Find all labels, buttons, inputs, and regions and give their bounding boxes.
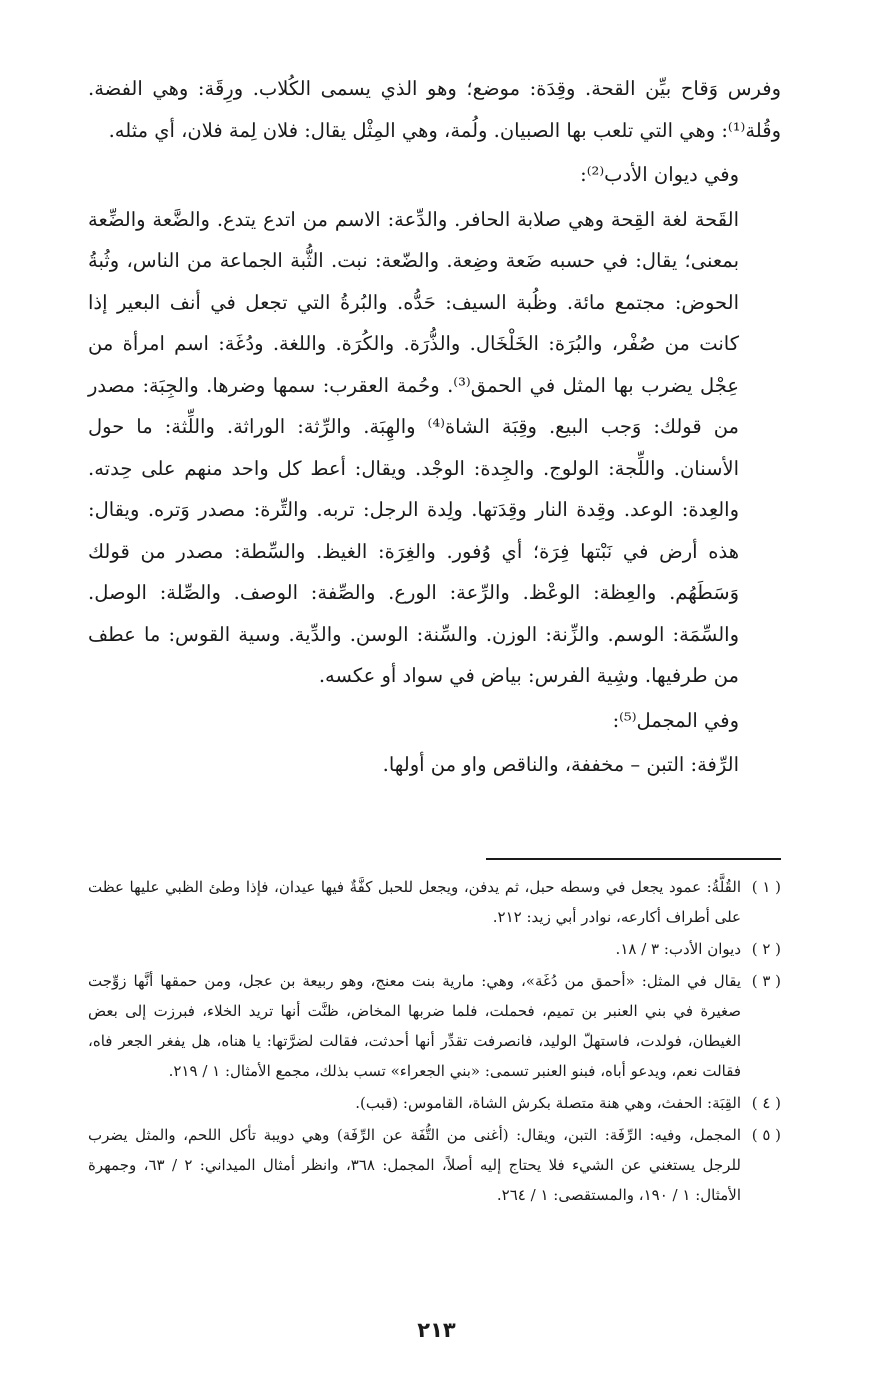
footnote-item: [88, 1088, 781, 1118]
page-number: ٢١٣: [417, 1318, 456, 1342]
footnote-item: [88, 934, 781, 964]
footnote-text: يقال في المثل: «أحمق من دُغَة»، وهي: مارية بنت معنج، وهو ربيعة بن عجل، ومن حمقها أنَّها زوِّجت صغيرة في بني العنبر بن تميم، فحملت، فلما ضربها المخاض، ظنَّت أنها تريد الخلاء، فبرزت إلى بعض الغيطان، فولدت، فاستهلّ الوليد، فانصرفت تقدِّر أنها أحدثت، فقالت لضرَّتها: يا هناه، هل يفغر الجعر فاه، فقالت نعم، ويدعو أباه، فبنو العنبر تسمى: «بني الجعراء» تسب بذلك، مجمع الأمثال: ١ / ٢١٩.: [88, 972, 741, 1080]
footnote-number: ( ٢ ): [751, 940, 781, 958]
main-text: [88, 68, 781, 786]
footnote-number: ( ٥ ): [751, 1126, 781, 1144]
footnote-item: [88, 872, 781, 932]
paragraph-2: القَحة لغة القِحة وهي صلابة الحافر. والدِّعة: الاسم من اتدع يتدع. والضَّعة والضِّعة بمعنى؛ يقال: في حسبه ضَعة وضِعة. والضّعة: نبت. الثُّبة الجماعة من الناس، وثُبةُ الحوض: مجتمع مائة. وظُبة السيف: حَدُّه. والبُرةُ التي تجعل في أنف البعير إذا كانت من صُفْر، والبُرَة: الخَلْخَال. والذُّرَة. والكُرَة. واللغة. ودُغَة: اسم امرأة من عِجْل يضرب بها المثل في الحمق⁽³⁾. وحُمة العقرب: سمها وضرها. والجِبَة: مصدر من قولك: وَجب البيع. وقِبَة الشاة⁽⁴⁾ والهِبَة. والرِّثة: الوراثة. واللِّثة: ما حول الأسنان. واللِّجة: الولوج. والجِدة: الوجْد. ويقال: أعط كل واحد منهم على حِدته. والعِدة: الوعد. وقِدة النار وقِدَتها. ولِدة الرجل: تربه. والتِّرة: مصدر وَتره. ويقال: هذه أرض في نَبْتها فِرَة؛ أي وُفور. والغِرَة: الغيظ. والسِّطة: مصدر من قولك وَسَطَهُم. والعِظة: الوعْظ. والرِّعة: الورع. والصِّفة: الوصف. والصِّلة: الوصل. والسِّمَة: الوسم. والزِّنة: الوزن. والسِّنة: الوسن. والدِّية. وسية القوس: ما عطف من طرفيها. وشِية الفرس: بياض في سواد أو عكسه.: [88, 207, 739, 687]
footnote-number: ( ٤ ): [751, 1094, 781, 1112]
paragraph-1: وفرس وَقاح بيِّن القحة. وقِدَة: موضع؛ وهو الذي يسمى الكُلاب. ورِقَة: وهي الفضة. وقُلة⁽¹⁾: وهي التي تلعب بها الصبيان. ولُمة، وهي المِثْل يقال: فلان لِمة فلان، أي مثله.: [88, 77, 781, 142]
footnote-item: [88, 1120, 781, 1210]
footnote-number: ( ١ ): [751, 878, 781, 896]
footnote-text: القِبَة: الحفث، وهي هنة متصلة بكرش الشاة، القاموس: (قبب).: [355, 1094, 741, 1112]
section-heading-mujmal: وفي المجمل⁽⁵⁾:: [612, 708, 739, 732]
footnote-text: المجمل، وفيه: الرِّفَة: التبن، ويقال: (أغنى من التُّفَة عن الرِّفَة) وهي دويبة تأكل اللحم، والمثل يضرب للرجل يستغني عن الشيء فلا يحتاج إليه أصلاً، المجمل: ٣٦٨، وانظر أمثال الميداني: ٢ / ٦٣، وجمهرة الأمثال: ١ / ١٩٠، والمستقصى: ١ / ٢٦٤.: [88, 1126, 741, 1204]
section-heading-diwan: وفي ديوان الأدب⁽²⁾:: [580, 163, 739, 186]
footnote-number: ( ٣ ): [751, 972, 781, 990]
footnote-item: [88, 966, 781, 1086]
footnote-text: ديوان الأدب: ٣ / ١٨.: [615, 940, 741, 958]
footnote-divider: [486, 858, 781, 860]
footnotes: [88, 872, 781, 1212]
paragraph-3: الرِّفة: التبن – مخففة، والناقص واو من أولها.: [382, 753, 739, 776]
footnote-text: القُلَّةُ: عمود يجعل في وسطه حبل، ثم يدفن، ويجعل للحبل كفَّةٌ فيها عيدان، فإذا وطئ الظبي عليها عظت على أطراف أكارعه، نوادر أبي زيد: ٢١٢.: [88, 878, 741, 926]
